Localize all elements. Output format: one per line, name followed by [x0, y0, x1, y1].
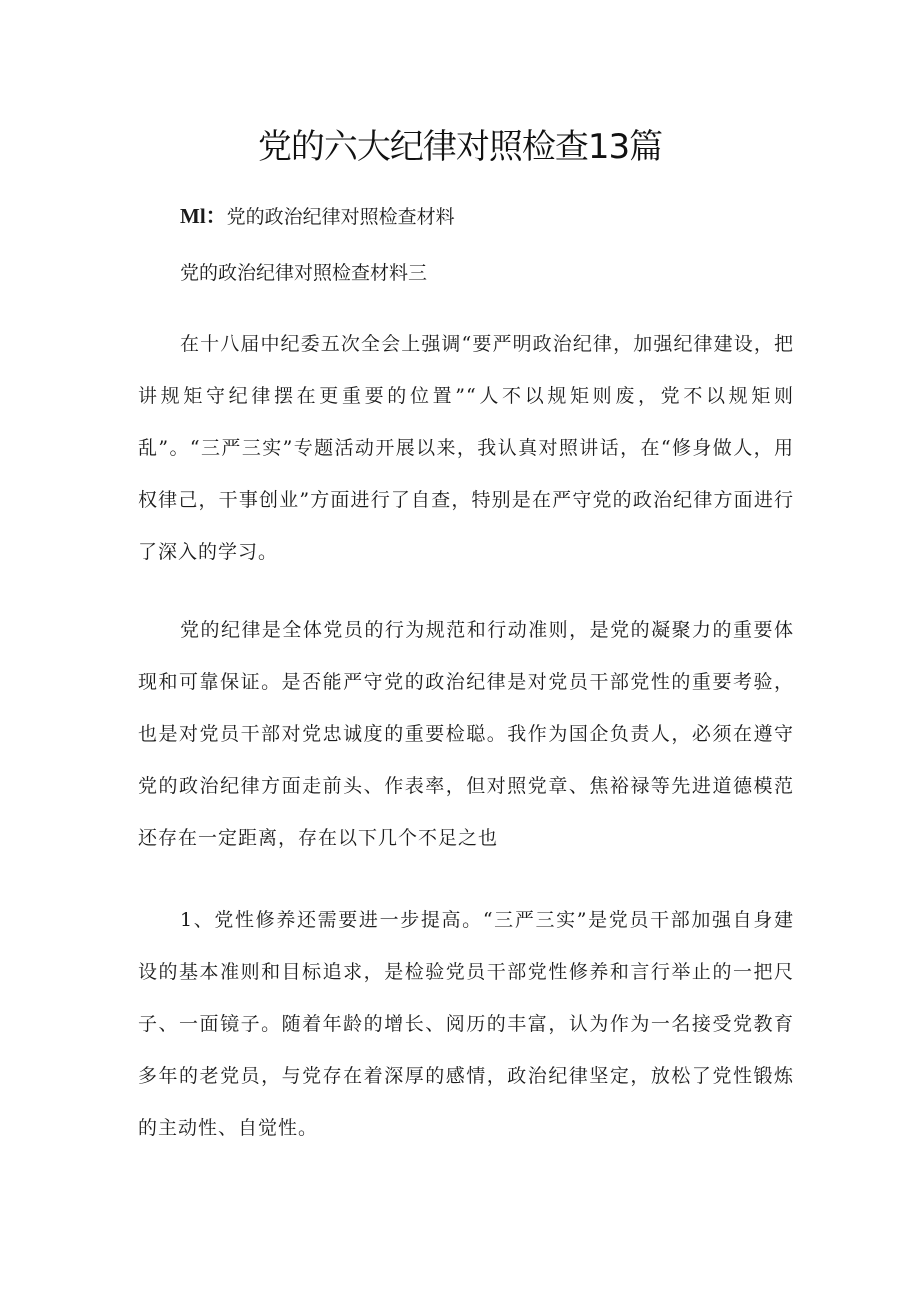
section-prefix: Ml： — [180, 204, 227, 228]
document-title: 党的六大纪律对照检查13篇 — [257, 127, 663, 167]
section-heading — [180, 201, 455, 232]
document-subtitle: 党的政治纪律对照检查材料三 — [180, 262, 428, 284]
paragraph-3: 1、党性修养还需要进一步提高。“三严三实”是党员干部加强自身建设的基本准则和目标追求，是检验党员干部党性修养和言行举止的一把尺子、一面镜子。随着年龄的增长、阅历的丰富，认为作为一名接受党教育多年的老党员，与党存在着深厚的感情，政治纪律坚定，放松了党性锻炼的主动性、自觉性。 — [138, 909, 794, 1139]
paragraph-2: 党的纪律是全体党员的行为规范和行动准则，是党的凝聚力的重要体现和可靠保证。是否能严守党的政治纪律是对党员干部党性的重要考验，也是对党员干部对党忠诚度的重要检聪。我作为国企负责人，必须在遵守党的政治纪律方面走前头、作表率，但对照党章、焦裕禄等先进道德模范还存在一定距离，存在以下几个不足之也 — [138, 619, 794, 849]
section-title: 党的政治纪律对照检查材料 — [226, 206, 455, 228]
paragraph-1: 在十八届中纪委五次全会上强调“要严明政治纪律，加强纪律建设，把讲规矩守纪律摆在更重要的位置”“人不以规矩则废，党不以规矩则乱”。“三严三实”专题活动开展以来，我认真对照讲话，在“修身做人，用权律己，干事创业”方面进行了自查，特别是在严守党的政治纪律方面进行了深入的学习。 — [138, 333, 794, 563]
